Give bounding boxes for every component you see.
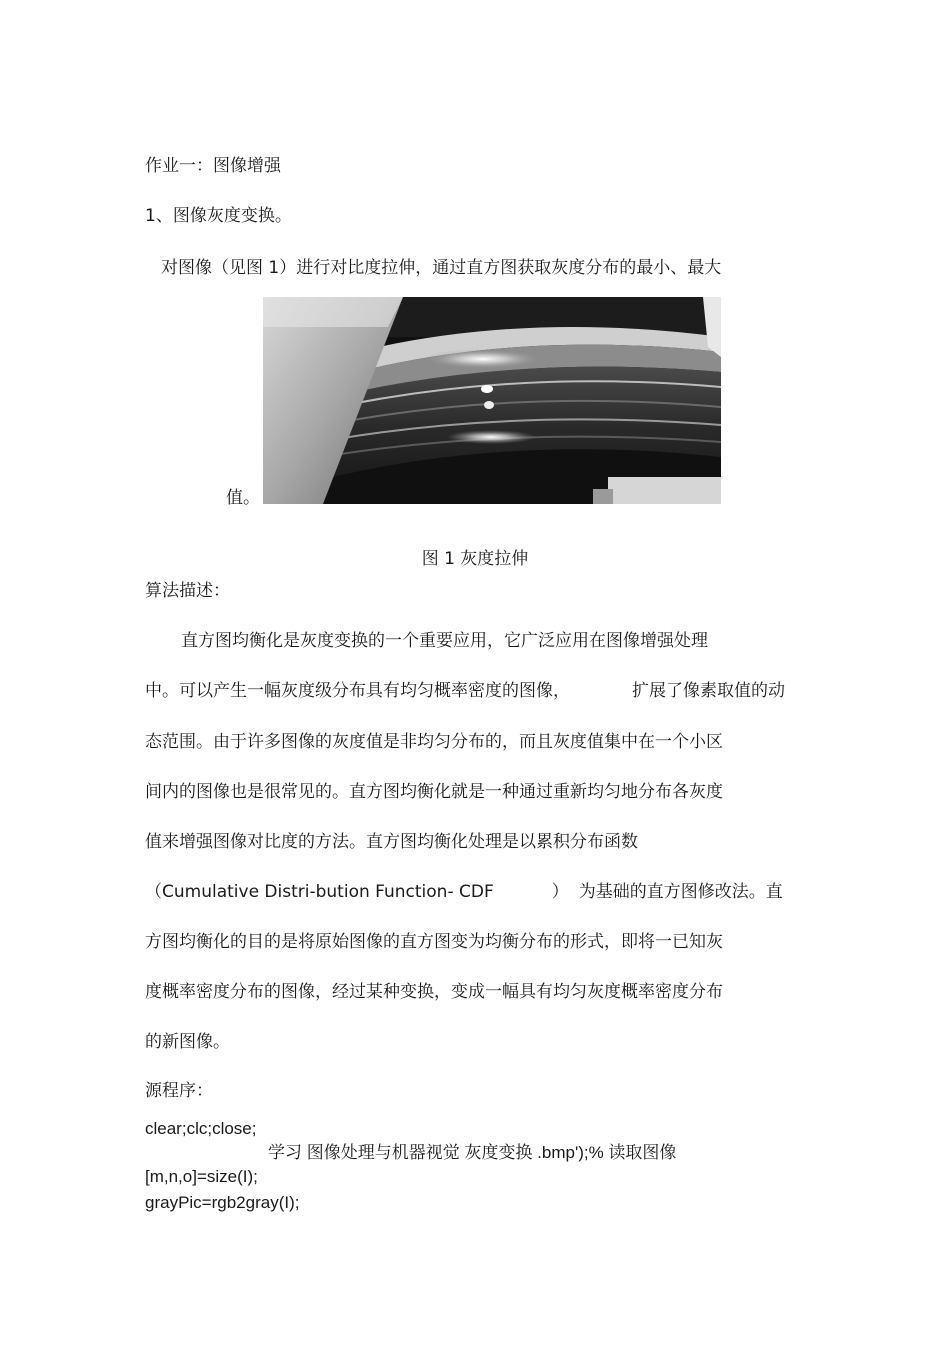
- algorithm-heading: 算法描述：: [145, 581, 230, 601]
- paragraph-segment: 为基础的直方图修改法。直: [578, 882, 783, 902]
- paragraph-line: 态范围。由于许多图像的灰度值是非均匀分布的，而且灰度值集中在一个小区: [145, 732, 723, 752]
- paragraph-line: [145, 680, 785, 702]
- source-heading: 源程序：: [145, 1081, 213, 1101]
- figure-image: [263, 297, 721, 504]
- paragraph-line: 的新图像。: [145, 1032, 230, 1052]
- intro-text-end: 值。: [226, 488, 260, 508]
- paragraph-line: 间内的图像也是很常见的。直方图均衡化就是一种通过重新均匀地分布各灰度: [145, 782, 723, 802]
- paragraph-line: [145, 881, 783, 903]
- code-line: grayPic=rgb2gray(I);: [145, 1193, 300, 1212]
- page-title: 作业一：图像增强: [145, 156, 281, 176]
- wheel-rim-photo: [263, 297, 721, 504]
- code-line: [m,n,o]=size(I);: [145, 1167, 258, 1186]
- paragraph-line: 直方图均衡化是灰度变换的一个重要应用，它广泛应用在图像增强处理: [181, 631, 708, 651]
- paragraph-line: 方图均衡化的目的是将原始图像的直方图变为均衡分布的形式，即将一已知灰: [145, 932, 723, 952]
- paragraph-line: 值来增强图像对比度的方法。直方图均衡化处理是以累积分布函数: [145, 832, 638, 852]
- code-line: 学习 图像处理与机器视觉 灰度变换 .bmp');% 读取图像: [268, 1143, 677, 1162]
- paragraph-line: 度概率密度分布的图像，经过某种变换，变成一幅具有均匀灰度概率密度分布: [145, 982, 723, 1002]
- code-line: clear;clc;close;: [145, 1119, 257, 1138]
- paragraph-segment: ）: [551, 882, 569, 902]
- paragraph-segment: 扩展了像素取值的动: [632, 681, 785, 701]
- section-heading: 1、图像灰度变换。: [145, 206, 292, 226]
- paragraph-segment: （Cumulative Distri-bution Function- CDF: [145, 882, 494, 902]
- paragraph-segment: 中。可以产生一幅灰度级分布具有均匀概率密度的图像，: [145, 681, 570, 701]
- figure-caption: 图 1 灰度拉伸: [421, 549, 529, 569]
- intro-text: 对图像（见图 1）进行对比度拉伸，通过直方图获取灰度分布的最小、最大: [161, 258, 722, 278]
